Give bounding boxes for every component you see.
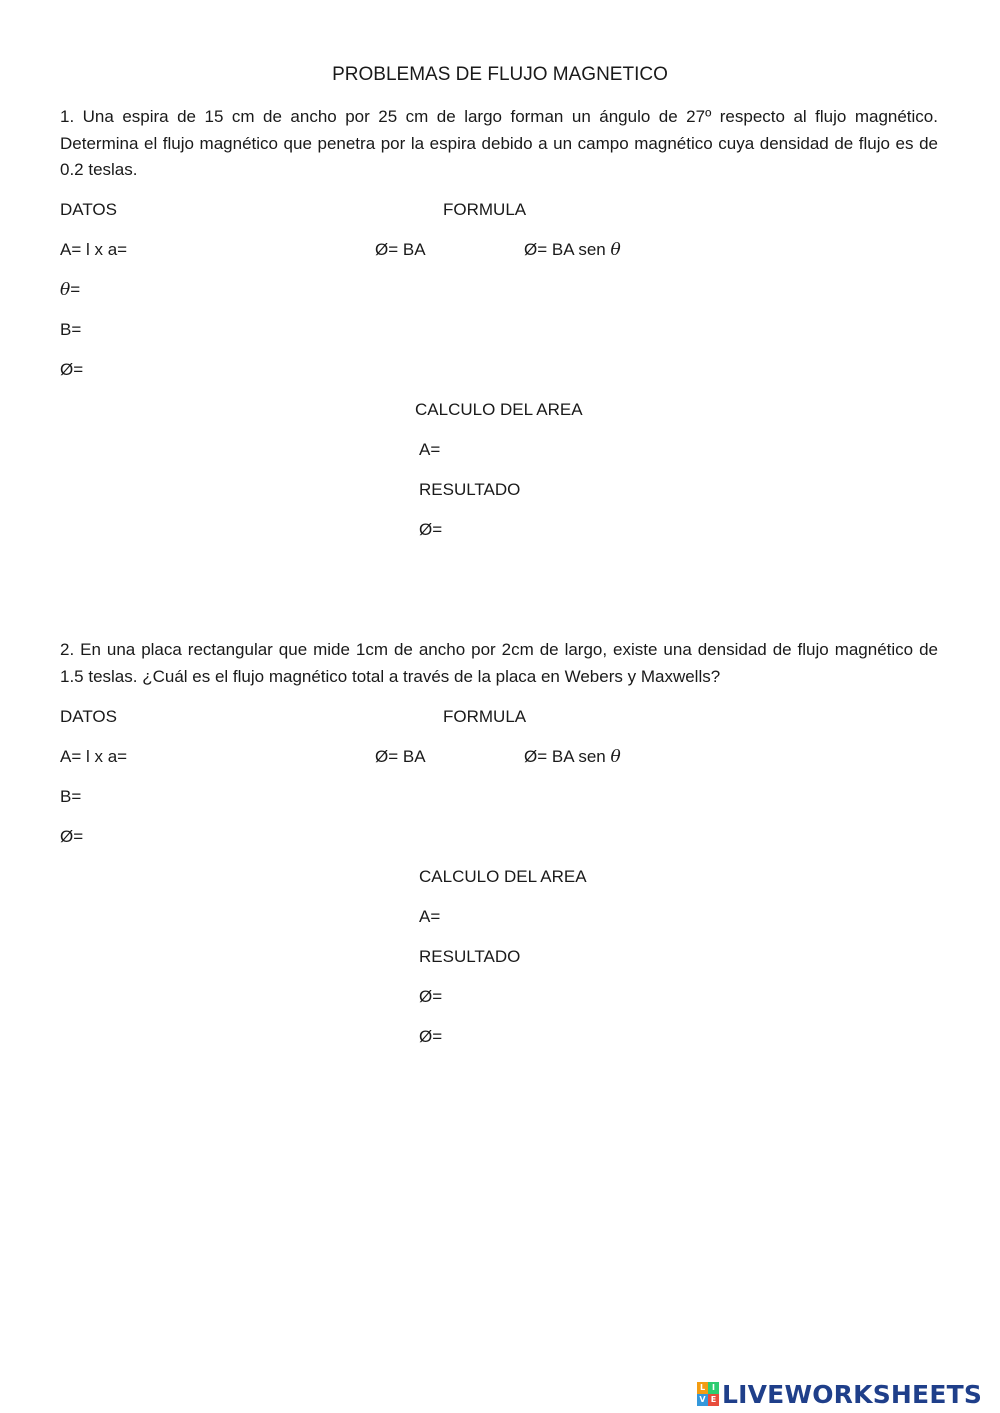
p2-calculo-label: CALCULO DEL AREA <box>419 867 587 886</box>
p2-formula-2 <box>524 747 621 767</box>
p1-area-label: A= l x a= <box>60 240 128 259</box>
p1-theta-label <box>60 280 80 300</box>
p1-resultado-label: RESULTADO <box>419 480 521 499</box>
logo-mark-i: I <box>708 1382 719 1394</box>
p2-formula-label: FORMULA <box>443 707 527 726</box>
liveworksheets-logo-text: LIVEWORKSHEETS <box>722 1379 983 1409</box>
p1-formula-2 <box>524 240 621 260</box>
p2-calc-area-label: A= <box>419 907 441 926</box>
p2-formula-2-text: Ø= BA sen <box>524 747 611 766</box>
p1-formula-2-text: Ø= BA sen <box>524 240 611 259</box>
p1-result-phi: Ø= <box>419 520 443 539</box>
liveworksheets-logo-mark <box>697 1382 719 1406</box>
logo-mark-v: V <box>697 1394 708 1406</box>
problem-1-statement: 1. Una espira de 15 cm de ancho por 25 cm de largo forman un ángulo de 27º respecto al flujo magnético. Determina el flujo magnético que penetra por la espira debido a un campo magnético cuya densidad de flujo es de 0.2 teslas. <box>60 107 938 179</box>
problem-2-statement: 2. En una placa rectangular que mide 1cm de ancho por 2cm de largo, existe una densidad de flujo magnético de 1.5 teslas. ¿Cuál es el flujo magnético total a través de la placa en Webers y Maxwells? <box>60 640 938 686</box>
p1-formula-2-theta: θ <box>610 240 621 260</box>
p2-b-label: B= <box>60 787 82 806</box>
p2-formula-2-theta: θ <box>610 747 621 767</box>
p2-result-phi-2: Ø= <box>419 1027 443 1046</box>
p1-calculo-label: CALCULO DEL AREA <box>415 400 583 419</box>
logo-mark-e: E <box>708 1394 719 1406</box>
p1-formula-label: FORMULA <box>443 200 527 219</box>
p1-calc-area-label: A= <box>419 440 441 459</box>
p1-theta-symbol: θ <box>60 280 71 300</box>
liveworksheets-logo <box>697 1379 982 1409</box>
logo-mark-l: L <box>697 1382 708 1394</box>
p1-datos-label: DATOS <box>60 200 117 219</box>
p2-result-phi-1: Ø= <box>419 987 443 1006</box>
p1-theta-equals: = <box>70 280 81 299</box>
p1-phi-label: Ø= <box>60 360 84 379</box>
p2-resultado-label: RESULTADO <box>419 947 521 966</box>
p2-formula-1: Ø= BA <box>375 747 426 766</box>
p2-datos-label: DATOS <box>60 707 117 726</box>
p1-b-label: B= <box>60 320 82 339</box>
p1-formula-1: Ø= BA <box>375 240 426 259</box>
p2-area-label: A= l x a= <box>60 747 128 766</box>
page-title: PROBLEMAS DE FLUJO MAGNETICO <box>332 64 668 85</box>
p2-phi-label: Ø= <box>60 827 84 846</box>
